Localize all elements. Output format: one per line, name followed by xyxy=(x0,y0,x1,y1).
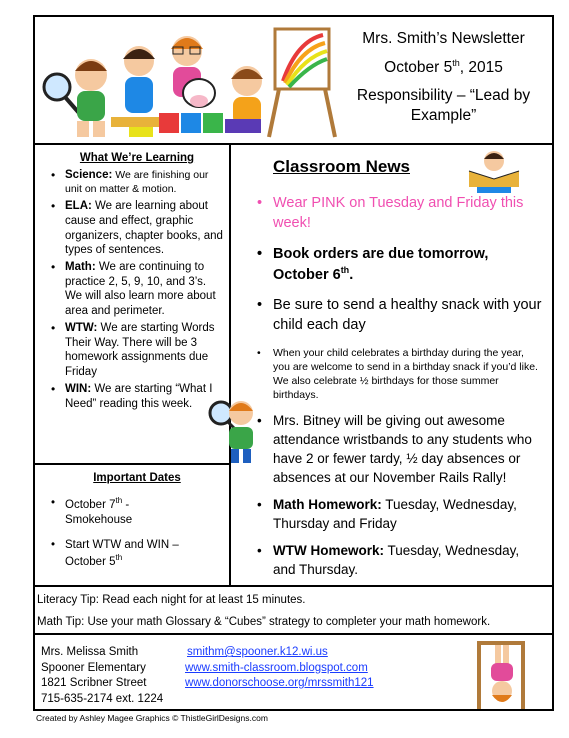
news-item-snack: • Be sure to send a healthy snack with your child each day xyxy=(255,295,542,336)
kid-monkey-bars-clipart xyxy=(471,637,531,709)
school-address: 1821 Scribner Street xyxy=(41,677,147,689)
contact-section xyxy=(35,637,552,709)
contact-links xyxy=(185,645,374,692)
contact-info xyxy=(41,645,163,707)
classroom-news-title: Classroom News xyxy=(273,157,410,176)
dates-heading: Important Dates xyxy=(93,472,181,484)
important-dates-box xyxy=(35,465,229,585)
news-list xyxy=(255,193,542,579)
newsletter-theme: Responsibility – “Lead by Example” xyxy=(356,86,531,125)
teacher-name: Mrs. Melissa Smith xyxy=(41,646,139,658)
learning-list xyxy=(49,168,225,412)
literacy-tip: Literacy Tip: Read each night for at least 15 minutes. xyxy=(37,594,306,606)
donorschoose-link[interactable]: www.donorschoose.org/mrssmith121 xyxy=(185,677,374,689)
news-item-math-homework: • Math Homework: Tuesday, Wednesday, Thursday and Friday xyxy=(255,496,542,534)
kid-reading-clipart xyxy=(459,149,529,195)
date-item: • October 7th - Smokehouse xyxy=(49,496,189,528)
learning-item-math: • Math: We are continuing to practice 2, 5, 9, 10, and 3’s. We will also learn more about area and perimeter. xyxy=(49,260,225,319)
learning-heading: What We’re Learning xyxy=(79,152,195,164)
newsletter-title: Mrs. Smith’s Newsletter xyxy=(362,30,525,47)
tips-section xyxy=(35,585,552,635)
news-item-attendance: • Mrs. Bitney will be giving out awesome attendance wristbands to any students who have 2 or fewer tardy, ½ day absences or absences at our November Rails Rally! xyxy=(255,412,542,488)
learning-item-science: • Science: We are finishing our unit on matter & motion. xyxy=(49,168,225,197)
school-name: Spooner Elementary xyxy=(41,661,146,674)
news-item-book-orders: • Book orders are due tomorrow, October 6th. xyxy=(255,244,542,285)
classroom-news-box xyxy=(233,145,552,585)
news-item-pink: • Wear PINK on Tuesday and Friday this week! xyxy=(255,193,542,234)
dates-list xyxy=(49,496,225,569)
math-tip: Math Tip: Use your math Glossary & “Cubes” strategy to completer your math homework. xyxy=(37,616,491,628)
email-link[interactable]: smithm@spooner.k12.wi.us xyxy=(187,646,328,658)
learning-item-wtw: • WTW: We are starting Words Their Way. There will be 3 homework assignments due Friday xyxy=(49,321,225,380)
left-column xyxy=(35,145,231,585)
what-were-learning-box xyxy=(35,145,229,465)
blog-link[interactable]: www.smith-classroom.blogspot.com xyxy=(185,661,368,674)
kids-clipart-header xyxy=(39,21,339,141)
learning-item-win: • WIN: We are starting “What I Need” reading this week. xyxy=(49,382,225,411)
learning-item-ela: • ELA: We are learning about cause and effect, graphic organizers, chapter books, and types of sentences. xyxy=(49,199,225,258)
newsletter-date: October 5th, 2015 xyxy=(384,58,503,77)
newsletter-frame xyxy=(33,15,554,711)
newsletter-header xyxy=(35,17,552,145)
credit-line: Created by Ashley Magee Graphics © ThistleGirlDesigns.com xyxy=(36,713,268,723)
header-text xyxy=(335,27,552,133)
school-phone: 715-635-2174 ext. 1224 xyxy=(41,692,164,705)
news-item-birthday: • When your child celebrates a birthday during the year, you are welcome to send in a birthday snack if you’d like. We also celebrate ½ birthdays for those summer birthdays. xyxy=(255,346,542,403)
date-item: • Start WTW and WIN – October 5th xyxy=(49,538,189,570)
news-item-wtw-homework: • WTW Homework: Tuesday, Wednesday, and Thursday. xyxy=(255,542,542,580)
